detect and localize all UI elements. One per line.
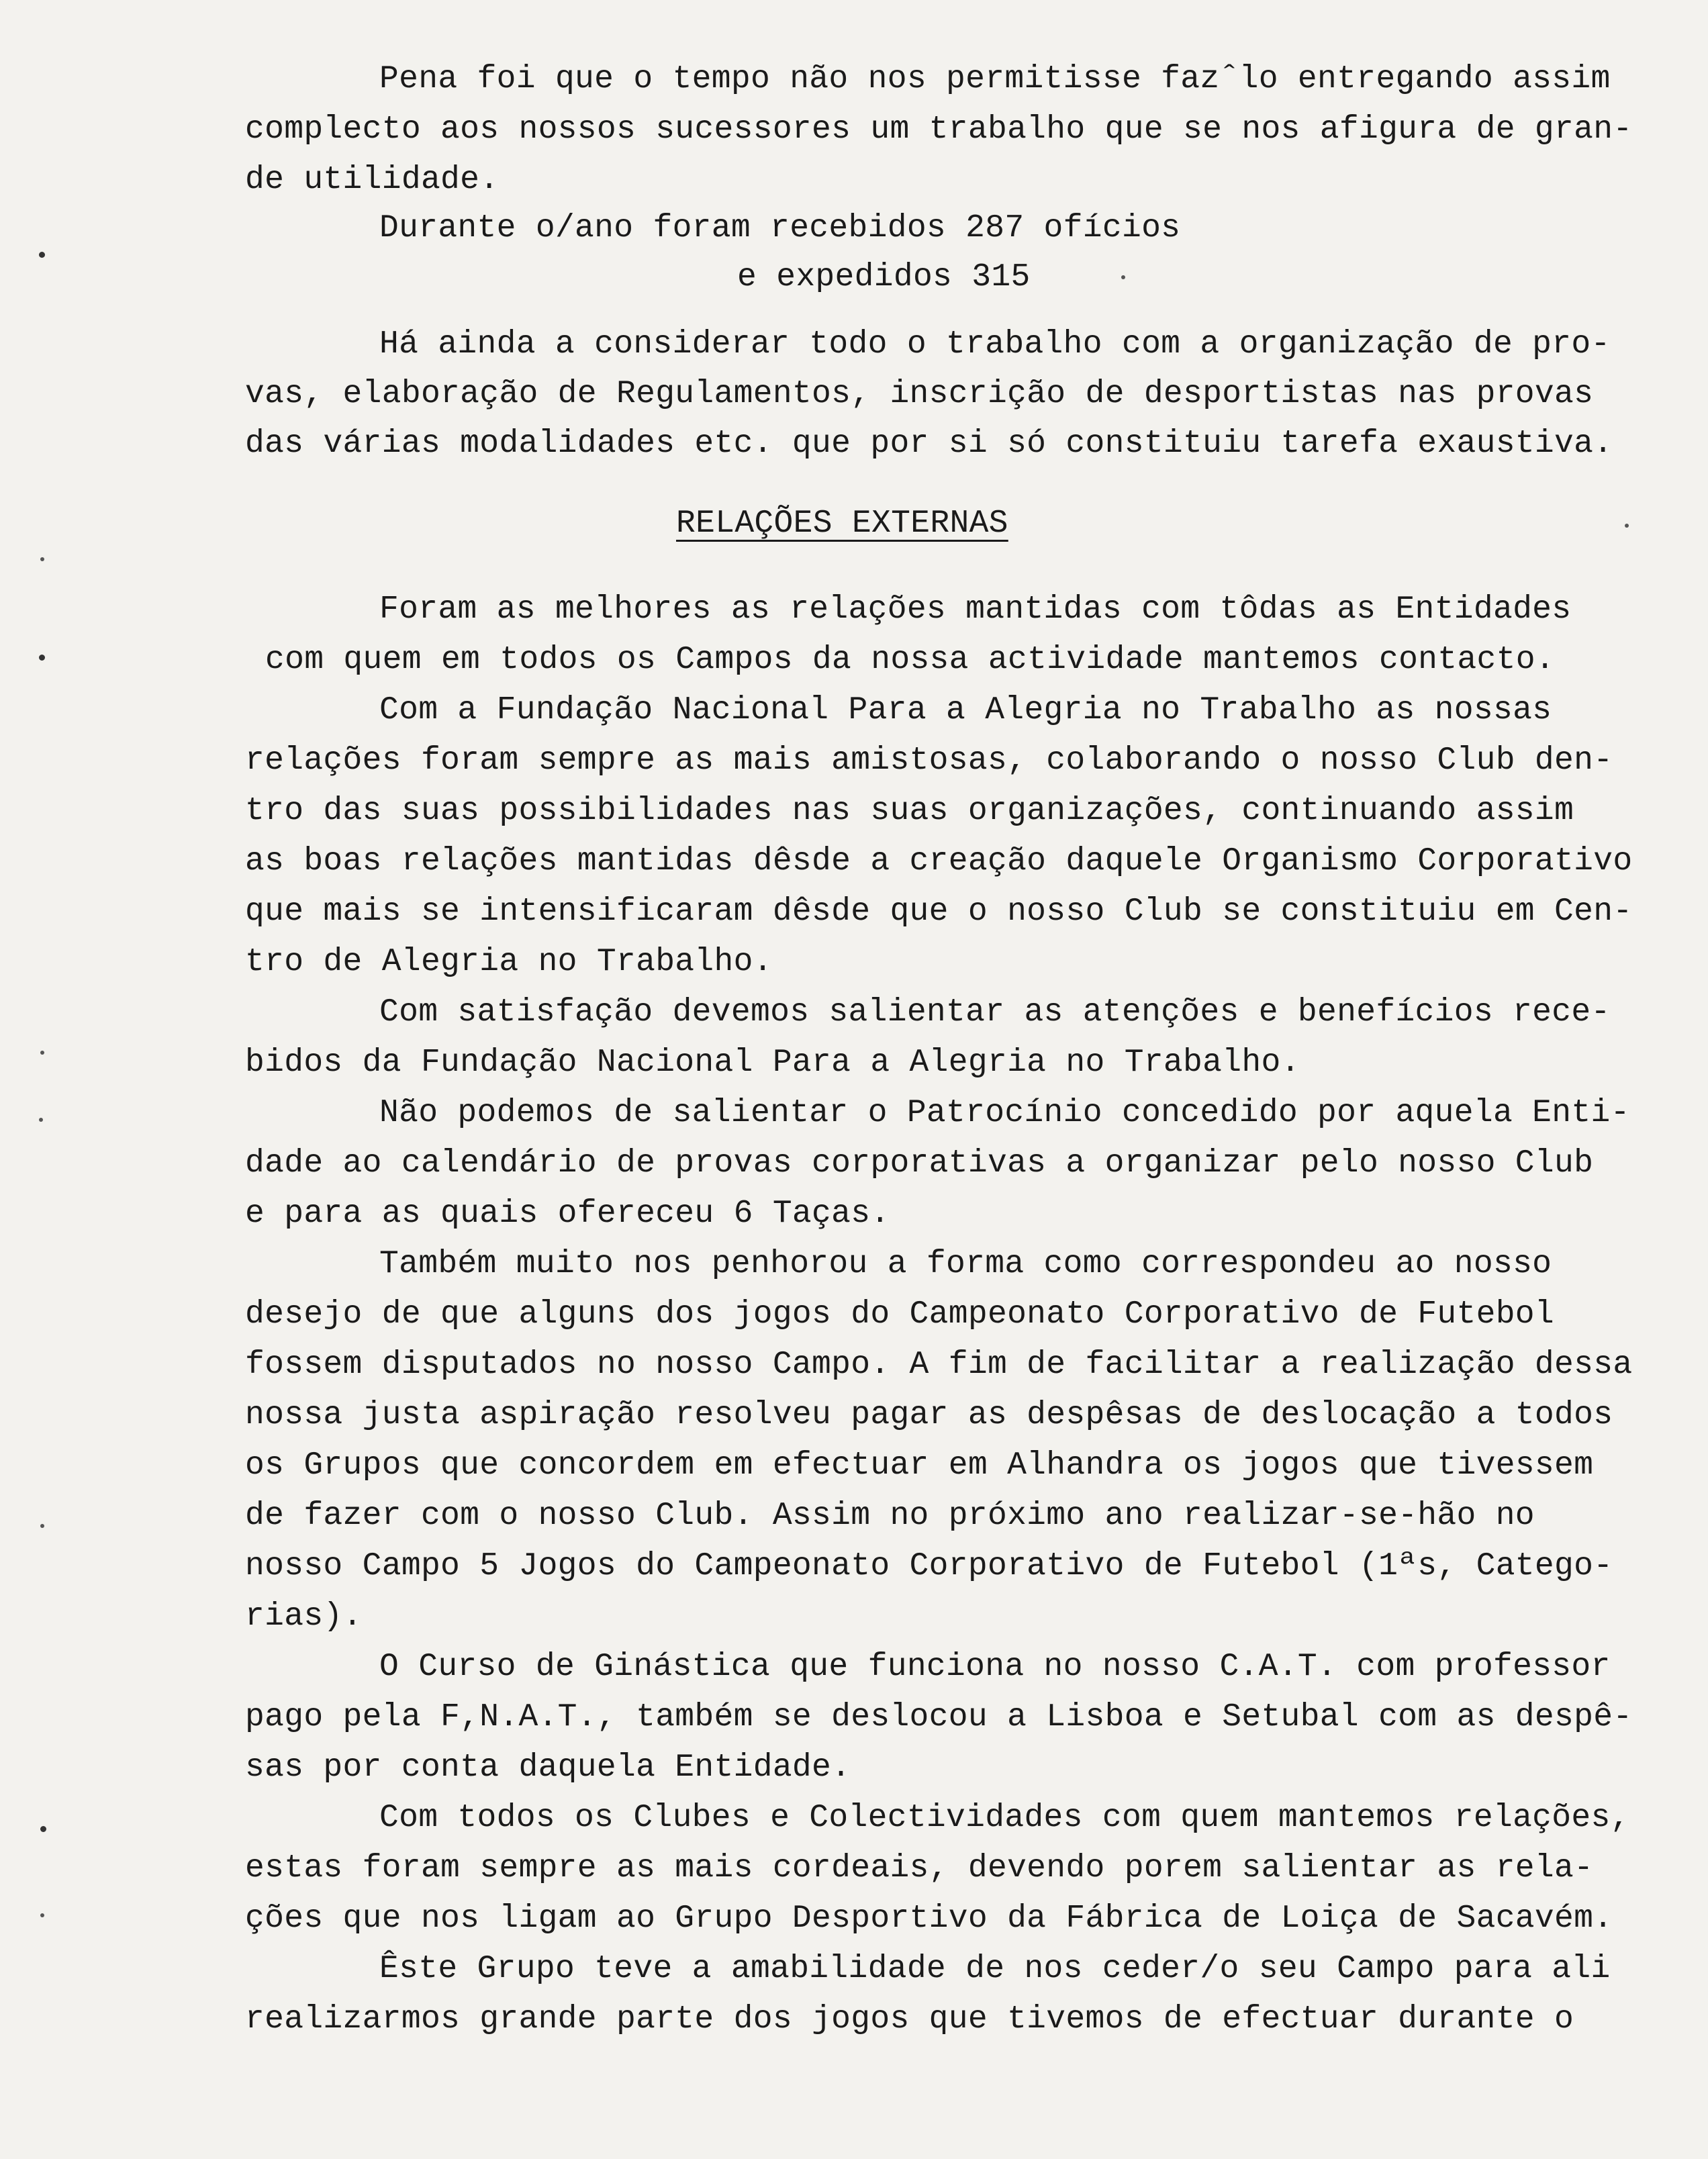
scan-speck (39, 655, 45, 661)
text-line: e expedidos 315 (737, 259, 1031, 295)
scan-speck (1121, 275, 1125, 279)
text-line: Há ainda a considerar todo o trabalho com a organização de pro- (379, 326, 1611, 363)
text-line: Com satisfação devemos salientar as atenções e benefícios rece- (379, 994, 1611, 1030)
text-line: estas foram sempre as mais cordeais, devendo porem salientar as rela- (245, 1850, 1594, 1886)
text-line: Não podemos de salientar o Patrocínio concedido por aquela Enti- (379, 1095, 1630, 1131)
text-line: que mais se intensificaram dêsde que o nosso Club se constituiu em Cen- (245, 894, 1633, 930)
text-line: Com todos os Clubes e Colectividades com quem mantemos relações, (379, 1800, 1630, 1836)
text-line: de fazer com o nosso Club. Assim no próximo ano realizar-se-hão no (245, 1498, 1535, 1534)
text-line: ções que nos ligam ao Grupo Desportivo da Fábrica de Loiça de Sacavém. (245, 1901, 1613, 1937)
text-line: os Grupos que concordem em efectuar em Alhandra os jogos que tivessem (245, 1447, 1594, 1484)
scan-speck (1625, 524, 1629, 528)
section-heading: RELAÇÕES EXTERNAS (676, 506, 1008, 542)
text-line: Foram as melhores as relações mantidas com tôdas as Entidades (379, 591, 1572, 628)
text-line: Durante o/ano foram recebidos 287 ofícios (379, 210, 1181, 246)
scan-speck (40, 557, 44, 561)
text-line: realizarmos grande parte dos jogos que tivemos de efectuar durante o (245, 2001, 1574, 2037)
scan-speck (40, 1826, 46, 1832)
text-line: fossem disputados no nosso Campo. A fim de facilitar a realização dessa (245, 1347, 1633, 1383)
text-line: relações foram sempre as mais amistosas, colaborando o nosso Club den- (245, 742, 1613, 779)
text-line: tro das suas possibilidades nas suas organizações, continuando assim (245, 793, 1574, 829)
text-line: de utilidade. (245, 162, 500, 198)
scan-speck (39, 252, 45, 258)
text-line: sas por conta daquela Entidade. (245, 1749, 851, 1786)
text-line: e para as quais ofereceu 6 Taças. (245, 1196, 890, 1232)
text-line: vas, elaboração de Regulamentos, inscrição de desportistas nas provas (245, 376, 1594, 412)
text-line: tro de Alegria no Trabalho. (245, 944, 773, 980)
text-line: nosso Campo 5 Jogos do Campeonato Corporativo de Futebol (1ªs, Catego- (245, 1548, 1613, 1584)
text-line: Com a Fundação Nacional Para a Alegria no Trabalho as nossas (379, 692, 1552, 728)
text-line: complecto aos nossos sucessores um trabalho que se nos afigura de gran- (245, 111, 1633, 148)
text-line: desejo de que alguns dos jogos do Campeonato Corporativo de Futebol (245, 1296, 1555, 1333)
text-line: bidos da Fundação Nacional Para a Alegria no Trabalho. (245, 1045, 1300, 1081)
scan-speck (39, 1118, 43, 1122)
text-line: rias). (245, 1598, 363, 1635)
text-line: as boas relações mantidas dêsde a creação daquele Organismo Corporativo (245, 843, 1633, 879)
text-line: Êste Grupo teve a amabilidade de nos ceder/o seu Campo para ali (379, 1951, 1611, 1987)
text-line: das várias modalidades etc. que por si só constituiu tarefa exaustiva. (245, 426, 1613, 462)
text-line: pago pela F,N.A.T., também se deslocou a Lisboa e Setubal com as despê- (245, 1699, 1633, 1735)
text-line: dade ao calendário de provas corporativas a organizar pelo nosso Club (245, 1145, 1594, 1182)
text-line: Pena foi que o tempo não nos permitisse fazˆlo entregando assim (379, 61, 1611, 97)
text-line: nossa justa aspiração resolveu pagar as despêsas de deslocação a todos (245, 1397, 1613, 1433)
text-line: com quem em todos os Campos da nossa actividade mantemos contacto. (265, 642, 1555, 678)
scan-speck (40, 1913, 44, 1917)
text-line: O Curso de Ginástica que funciona no nosso C.A.T. com professor (379, 1649, 1611, 1685)
text-line: Também muito nos penhorou a forma como correspondeu ao nosso (379, 1246, 1552, 1282)
scan-speck (40, 1051, 44, 1055)
scan-speck (40, 1524, 44, 1528)
